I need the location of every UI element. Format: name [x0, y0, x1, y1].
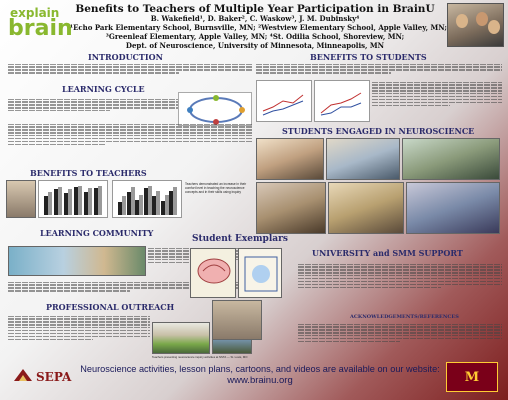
chart-bar: [78, 186, 82, 215]
poster-title: Benefits to Teachers of Multiple Year Participation in BrainU: [75, 3, 435, 15]
outreach-caption: Teachers presenting neuroscience inquiry activities at NSTA — St. Louis, MO: [152, 355, 248, 359]
footer: [60, 364, 460, 386]
chart-bar: [122, 196, 126, 215]
authors-line-4: Dept. of Neuroscience, University of Minnesota, Minneapolis, MN: [125, 41, 385, 50]
student-line-chart-2: [315, 81, 371, 123]
benefits-students-text-2: [372, 80, 502, 124]
exemplar-photo: [212, 300, 262, 340]
sepa-logo-icon: [12, 367, 34, 383]
chart-bar: [88, 188, 92, 215]
learning-cycle-text-1: [8, 97, 178, 119]
section-benefits-to-teachers: BENEFITS TO TEACHERS: [30, 168, 147, 178]
authors-line-2: ¹Echo Park Elementary School, Burnsville, MN; ²Westview Elementary School, Apple Valley, MN;: [70, 23, 447, 32]
umn-logo: M: [446, 362, 498, 392]
chart-bar: [68, 189, 72, 215]
section-professional-outreach: PROFESSIONAL OUTREACH: [46, 302, 175, 312]
learning-cycle-text-2: [8, 122, 252, 160]
chart-bar: [156, 191, 160, 215]
student-chart-2: [314, 80, 370, 122]
chart-bar: [148, 186, 152, 215]
explain-brain-logo: [4, 4, 73, 54]
section-learning-cycle: LEARNING CYCLE: [62, 84, 145, 94]
learning-community-photo: [8, 246, 146, 276]
acknowledgements-text: [298, 322, 502, 358]
students-photo-4: [256, 182, 326, 234]
section-students-engaged: STUDENTS ENGAGED IN NEUROSCIENCE: [282, 126, 475, 136]
header-photo: [447, 3, 504, 47]
benefits-students-text: [256, 62, 502, 78]
students-photo-5: [328, 182, 404, 234]
students-photo-1: [256, 138, 324, 180]
logo-explain-text: explain: [10, 6, 60, 20]
chart-bar: [173, 187, 177, 215]
chart-bar: [58, 187, 62, 215]
students-photo-2: [326, 138, 400, 180]
teacher-chart-2: [112, 180, 182, 218]
poster-authors: [70, 14, 447, 50]
teacher-chart-1: [38, 180, 108, 218]
teacher-chart-caption: Teachers demonstrated an increase in their comfort level in teaching the neuroscience concepts and in their skills using inquiry: [185, 182, 247, 194]
chart-bar: [139, 195, 143, 215]
section-acknowledgements: ACKNOWLEDGEMENTS/REFERENCES: [350, 314, 459, 320]
exemplar-drawing-2: [238, 248, 282, 298]
section-university-smm: UNIVERSITY and SMM SUPPORT: [312, 248, 463, 258]
sepa-logo-text: SEPA: [36, 370, 72, 384]
chart-bar: [165, 195, 169, 215]
exemplar-drawing-1: [190, 248, 236, 298]
students-photo-6: [406, 182, 500, 234]
professional-outreach-text: [8, 314, 150, 360]
section-student-exemplars: Student Exemplars: [192, 234, 288, 244]
university-smm-text: [298, 262, 502, 308]
introduction-text: [8, 62, 252, 82]
authors-line-3: ³Greenleaf Elementary, Apple Valley, MN; ⁴St. Odilia School, Shoreview, MN;: [105, 32, 405, 41]
footer-text: Neuroscience activities, lesson plans, cartoons, and videos are available on our website:: [80, 364, 440, 374]
authors-line-1: B. Wakefield¹, D. Baker², C. Waskow³, J. M. Dubinsky⁴: [150, 14, 360, 23]
footer-url[interactable]: www.brainu.org: [227, 375, 293, 386]
learning-cycle-diagram: [178, 92, 252, 126]
teacher-photo: [6, 180, 36, 218]
chart-bar: [48, 192, 52, 215]
students-photo-3: [402, 138, 500, 180]
chart-bar: [98, 186, 102, 215]
logo-brain-text: brain: [8, 16, 73, 41]
section-introduction: INTRODUCTION: [88, 52, 163, 62]
section-learning-community: LEARNING COMMUNITY: [40, 228, 154, 238]
outreach-photo-1: [152, 322, 210, 354]
chart-bar: [131, 187, 135, 215]
section-benefits-to-students: BENEFITS TO STUDENTS: [310, 52, 427, 62]
student-line-chart-1: [257, 81, 313, 123]
student-chart-1: [256, 80, 312, 122]
